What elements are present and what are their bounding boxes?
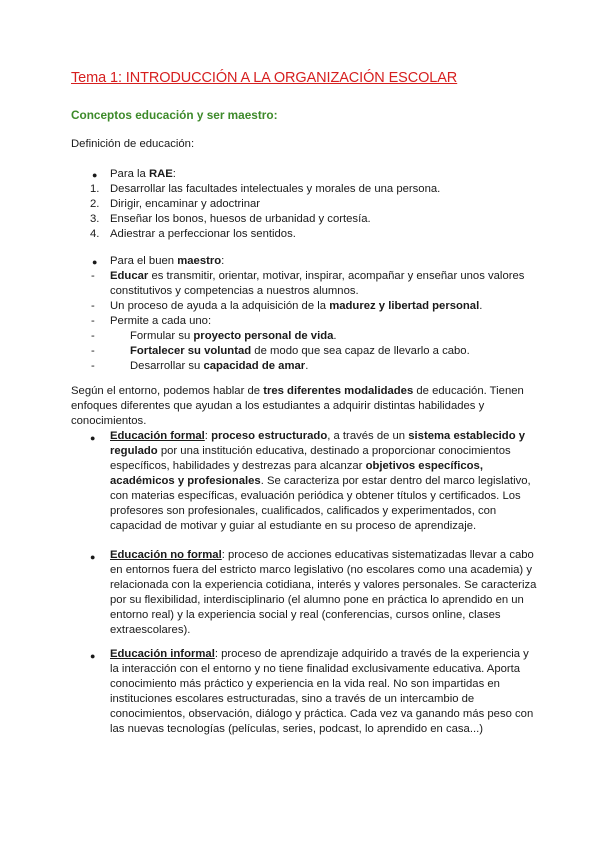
intro-paragraph (71, 384, 541, 429)
permite-line: Permite a cada uno: (110, 315, 212, 327)
rae-item: Desarrollar las facultades intelectuales y morales de una persona. (110, 183, 441, 195)
list-number: 3. (90, 213, 100, 225)
definition-heading: Definición de educación: (71, 138, 195, 150)
intro-text-1: Según el entorno, podemos hablar de (71, 385, 264, 397)
bullet-icon: ● (92, 170, 98, 180)
educar-text: es transmitir, orientar, motivar, inspirar, acompañar y enseñar unos valores (148, 270, 525, 282)
formal-text-3: . Se caracteriza por estar dentro del marco legislativo, con materias específicas, evaluación periódica y obtener títulos y certificados. Los profesores son profesionales, cualificados, calificados y experimentados, con capacidad de motivar y guiar al estudiante en su proceso de aprendizaje. (110, 475, 531, 532)
no-formal-text: : proceso de acciones educativas sistematizadas llevar a cabo en entornos fuera del estricto marco legislativo (no escolares como una academia) y relacionada con la experiencia cotidiana, interés y valores personales. Se caracteriza por su flexibilidad, interdisciplinario (el alumno pone en práctica lo aprendido en un entorno real) y la experiencia social y real (conferencias, cursos online, clases extraescolares). (110, 549, 537, 636)
informal-label: Educación informal (110, 648, 215, 660)
formal-bold-3: objetivos específicos, académicos y profesionales (110, 460, 483, 487)
formal-label: Educación formal (110, 430, 205, 442)
sub-item (130, 344, 470, 359)
dash-marker: - (91, 330, 95, 342)
sub2-bold: Fortalecer su voluntad (130, 345, 252, 357)
sub3-after: . (305, 360, 309, 372)
proceso-line (110, 299, 482, 314)
dash-marker: - (91, 345, 95, 357)
bullet-icon: ● (90, 433, 96, 443)
sub-item (130, 329, 337, 344)
document-title: Tema 1: INTRODUCCIÓN A LA ORGANIZACIÓN ESCOLAR (71, 70, 458, 86)
rae-bullet-after: : (172, 168, 176, 180)
dash-marker: - (91, 360, 95, 372)
bullet-icon: ● (90, 651, 96, 661)
bullet-icon: ● (90, 552, 96, 562)
intro-bold: tres diferentes modalidades (263, 385, 414, 397)
list-number: 2. (90, 198, 100, 210)
list-number: 4. (90, 228, 100, 240)
educar-line (110, 269, 524, 284)
maestro-bullet-bold: maestro (177, 255, 222, 267)
formal-paragraph (110, 429, 540, 534)
rae-bullet-bold: RAE (148, 168, 173, 180)
maestro-bullet (110, 254, 224, 269)
formal-colon: : (204, 430, 212, 442)
bullet-icon: ● (92, 257, 98, 267)
dash-marker: - (91, 315, 95, 327)
sub3-bold: capacidad de amar (203, 360, 306, 372)
sub2-text: de modo que sea capaz de llevarlo a cabo. (251, 345, 470, 357)
sub3-text: Desarrollar su (130, 360, 204, 372)
section-subtitle: Conceptos educación y ser maestro: (71, 108, 278, 122)
informal-text: : proceso de aprendizaje adquirido a través de la experiencia y la interacción con el entorno y no tiene finalidad exclusivamente educativa. Aporta conocimiento más práctico y experiencia en la vida real. No son impartidas en instituciones escolares estructuradas, sino a través de un intercambio de conocimientos, observación, diálogo y práctica. Cada vez va ganando más peso con las nuevas tecnologías (películas, series, podcast, lo aprendido en casa...) (110, 648, 534, 735)
dash-marker: - (91, 300, 95, 312)
proceso-bold: madurez y libertad personal (329, 300, 480, 312)
rae-bullet-text: Para la (110, 168, 149, 180)
sub1-text: Formular su (130, 330, 194, 342)
no-formal-label: Educación no formal (110, 549, 222, 561)
no-formal-paragraph (110, 548, 540, 638)
proceso-after: . (479, 300, 483, 312)
rae-item: Enseñar los bonos, huesos de urbanidad y cortesía. (110, 213, 371, 225)
educar-line-2: constitutivos y competencias a nuestros alumnos. (110, 285, 359, 297)
maestro-bullet-after: : (221, 255, 225, 267)
sub-item (130, 359, 308, 374)
formal-text-1: , a través de un (327, 430, 409, 442)
educar-bold: Educar (110, 270, 149, 282)
formal-bold-2: sistema establecido y regulado (110, 430, 526, 457)
maestro-bullet-text: Para el buen (110, 255, 178, 267)
rae-bullet (110, 167, 176, 182)
list-number: 1. (90, 183, 100, 195)
sub1-bold: proyecto personal de vida (193, 330, 334, 342)
dash-marker: - (91, 270, 95, 282)
intro-text-2: de educación. Tienen enfoques diferentes que ayudan a los estudiantes a adquirir distintas habilidades y conocimientos. (71, 385, 524, 427)
informal-paragraph (110, 647, 540, 737)
rae-item: Dirigir, encaminar y adoctrinar (110, 198, 261, 210)
formal-bold-1: proceso estructurado (211, 430, 328, 442)
proceso-text: Un proceso de ayuda a la adquisición de la (110, 300, 330, 312)
sub1-after: . (333, 330, 337, 342)
rae-item: Adiestrar a perfeccionar los sentidos. (110, 228, 296, 240)
formal-text-2: por una institución educativa, destinado a proporcionar conocimientos específicos, habilidades y destrezas para alcanzar (110, 445, 511, 472)
